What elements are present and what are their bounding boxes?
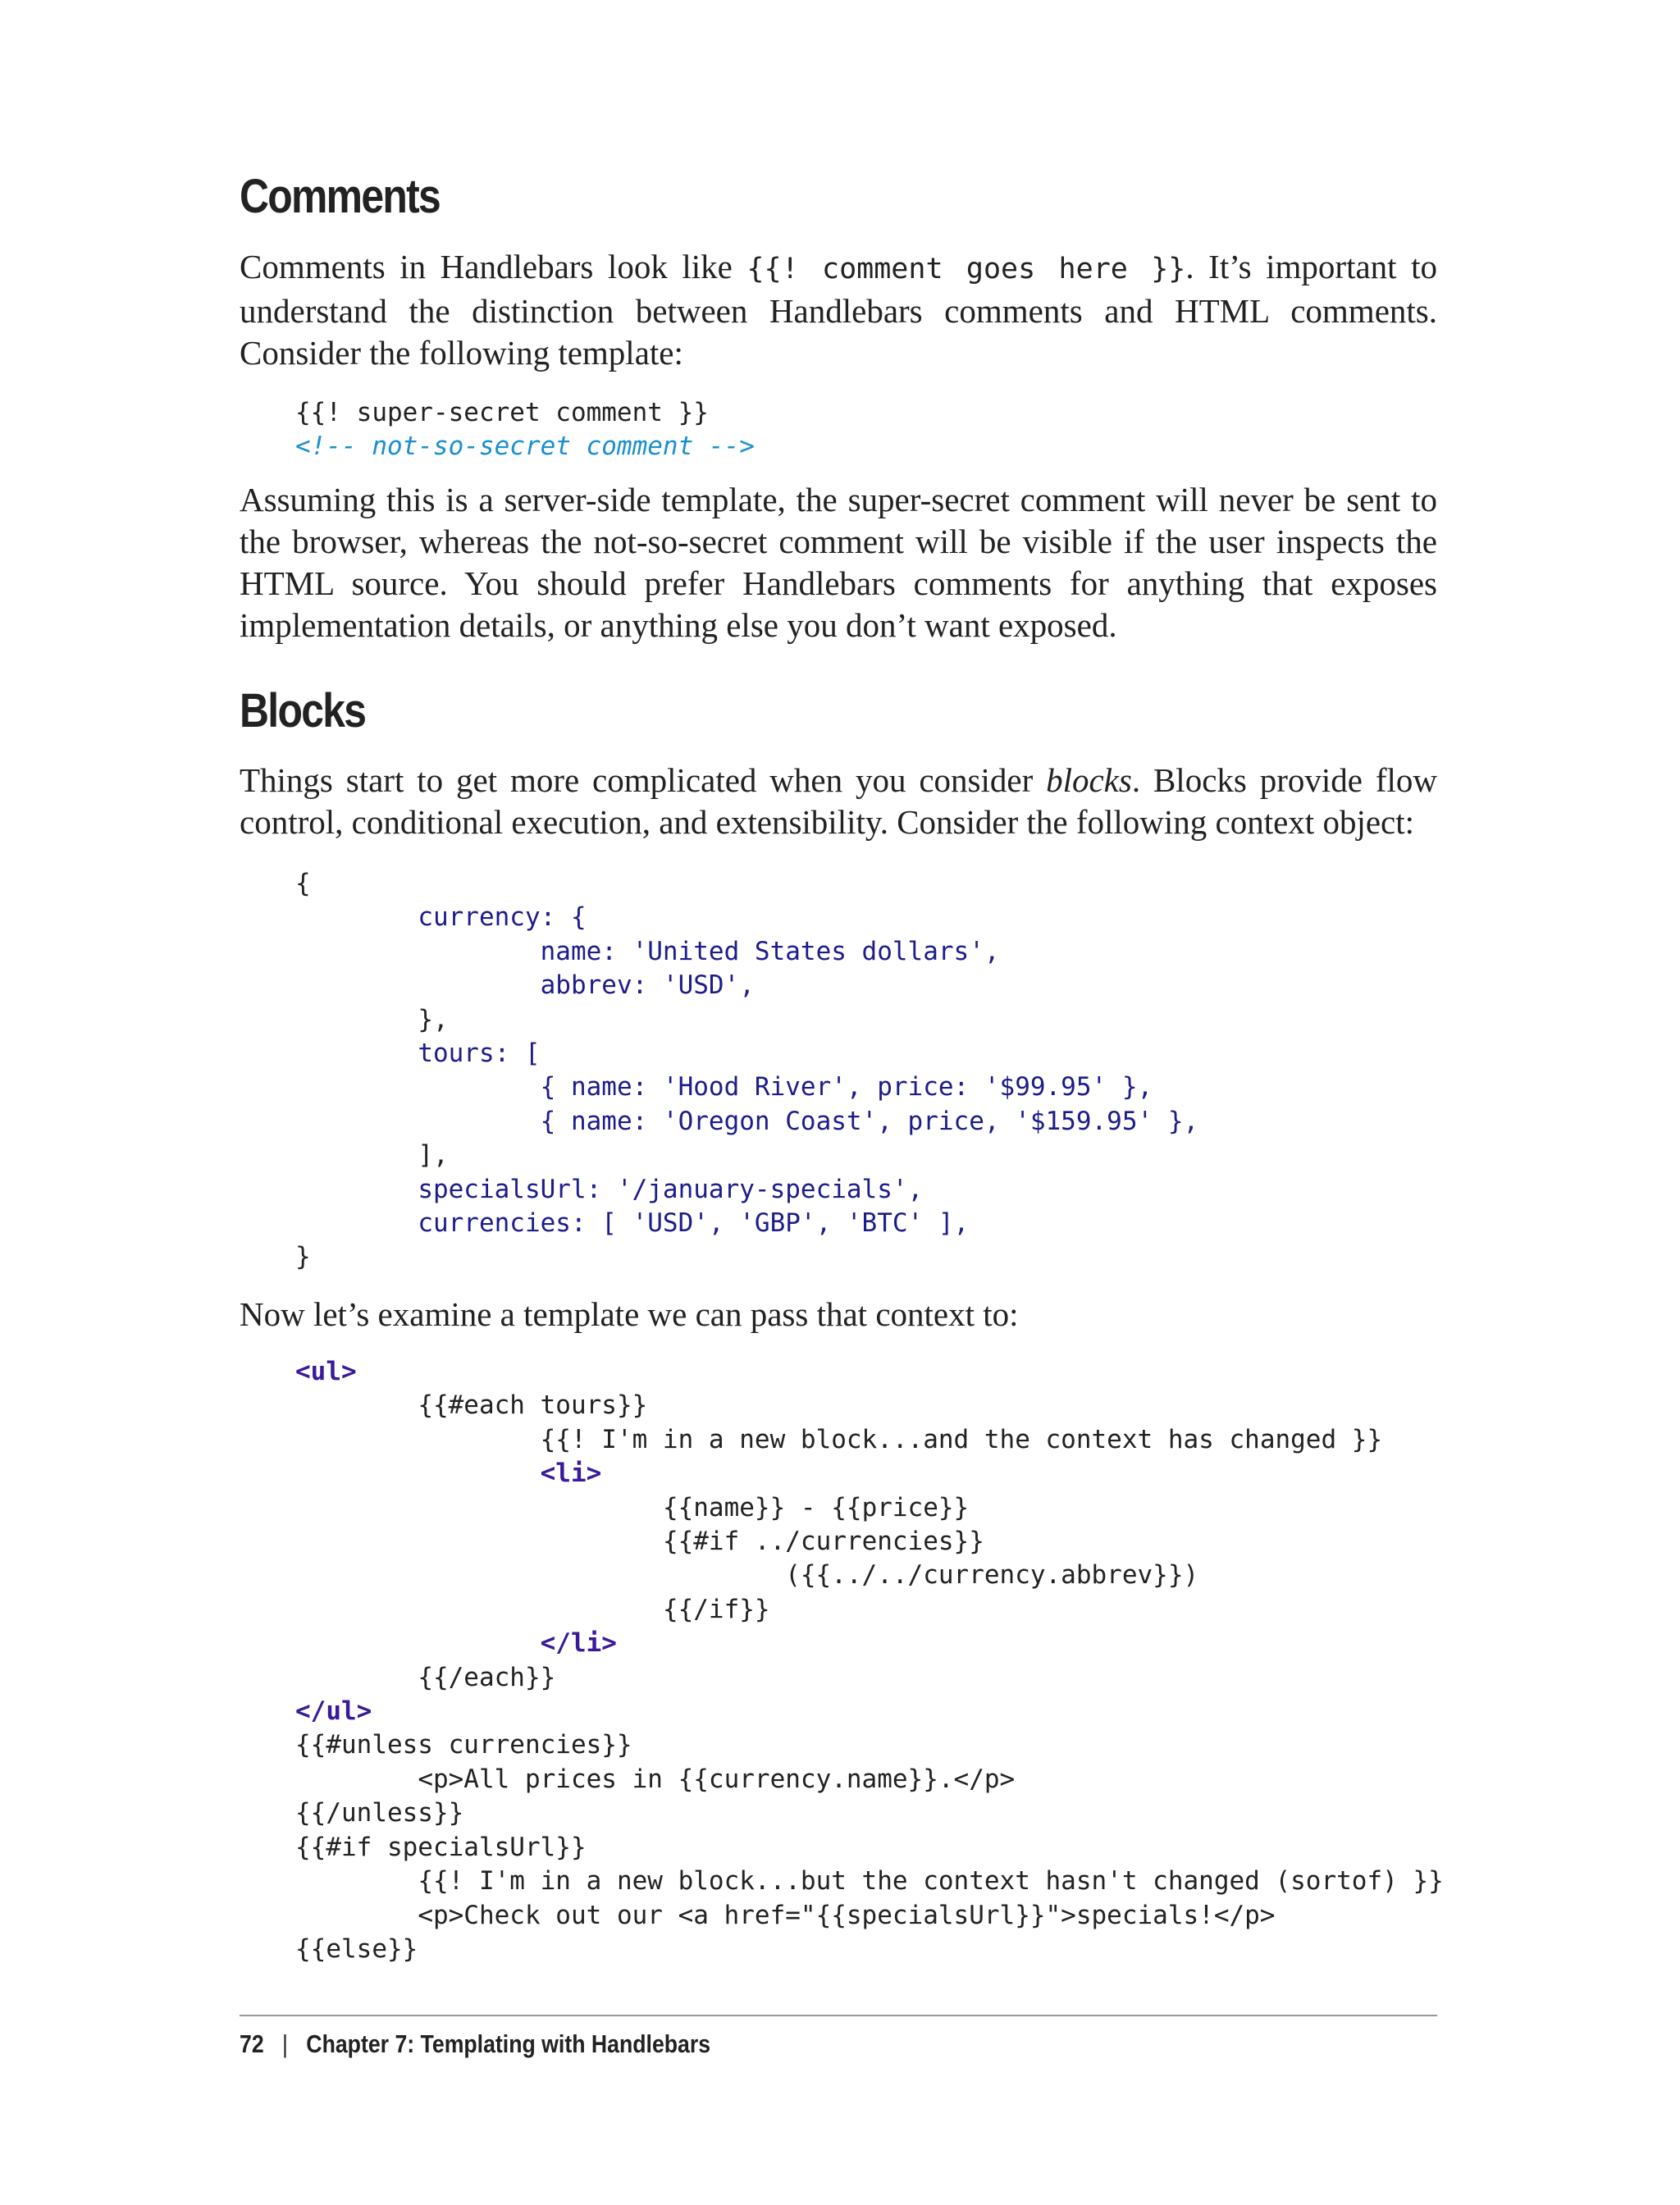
page-number: 72 [240,2029,264,2058]
code-line: ], [418,1140,449,1171]
footer-separator: | [282,2029,288,2058]
code-line: {{! I'm in a new block...but the context hasn't changed (sortof) }} [418,1866,1444,1897]
section-heading-blocks: Blocks [240,684,366,737]
blocks-para1-text-b: . Blocks provide flow control, conditional execution, and extensibility. Consider the following context object: [240,761,1437,841]
code-line: {{#if specialsUrl}} [295,1832,587,1862]
code-line: currencies: [ 'USD', 'GBP', 'BTC' ], [418,1208,970,1239]
code-line: <p>All prices in {{currency.name}}.</p> [418,1764,1016,1794]
code-line: {{! I'm in a new block...and the context has changed }} [540,1424,1383,1454]
code-line: { name: 'Hood River', price: '$99.95' }, [540,1072,1153,1102]
code-line: {{#unless currencies}} [295,1730,632,1760]
code-line: {{! super-secret comment }} [295,398,709,427]
code-line: {{/if}} [662,1594,770,1624]
code-line: <li> [540,1459,602,1489]
footer-divider [240,2015,1437,2016]
chapter-title: Chapter 7: Templating with Handlebars [306,2029,711,2058]
page-footer [240,2029,710,2059]
code-line: </ul> [295,1696,372,1727]
code-line: <!-- not-so-secret comment --> [295,431,755,462]
code-line: abbrev: 'USD', [540,970,755,1001]
blocks-paragraph-2: Now let’s examine a template we can pass that context to: [240,1295,1019,1333]
blocks-para1-text-a: Things start to get more complicated when you consider [240,761,1047,799]
code-line: ({{../../currency.abbrev}}) [785,1560,1199,1591]
code-line: {{/each}} [418,1662,556,1692]
code-line: {{/unless}} [295,1798,464,1828]
code-line: specialsUrl: '/january-specials', [418,1174,924,1204]
code-line: </li> [540,1628,617,1659]
code-line: {{#if ../currencies}} [662,1527,984,1557]
code-line: {{#each tours}} [418,1390,648,1421]
inline-code-comment: {{! comment goes here }} [746,253,1186,285]
code-line: }, [418,1004,449,1034]
comments-para1-text-a: Comments in Handlebars look like [240,248,747,285]
code-line: {{name}} - {{price}} [662,1492,970,1522]
code-line: { name: 'Oregon Coast', price, '$159.95' }, [540,1106,1199,1136]
code-block-comments [295,396,755,464]
code-block-template [295,1355,1444,1966]
comments-paragraph-2: Assuming this is a server-side template, the super-secret comment will never be sent to the browser, whereas the not-so-secret comment will be visible if the user inspects the HTML source. You should prefer Handlebars comments for anything that exposes implementation details, or anything else you don’t want exposed. [240,481,1437,644]
code-line: { [295,869,311,898]
comments-paragraph-1 [240,246,1437,374]
blocks-emphasis: blocks [1046,761,1132,799]
code-block-context [295,867,1198,1275]
code-line: } [295,1242,311,1272]
code-line: <p>Check out our <a href="{{specialsUrl}}">specials!</p> [418,1900,1276,1930]
blocks-paragraph-1 [240,760,1437,843]
code-line: <ul> [295,1357,357,1386]
comments-para1-text-b: . It’s important to understand the distinction between Handlebars comments and HTML comments. Consider the following template: [240,248,1437,372]
code-line: name: 'United States dollars', [540,936,1000,966]
code-line: currency: { [418,902,587,933]
section-heading-comments: Comments [240,170,440,223]
code-line: tours: [ [418,1039,541,1069]
code-line: {{else}} [295,1933,418,1964]
